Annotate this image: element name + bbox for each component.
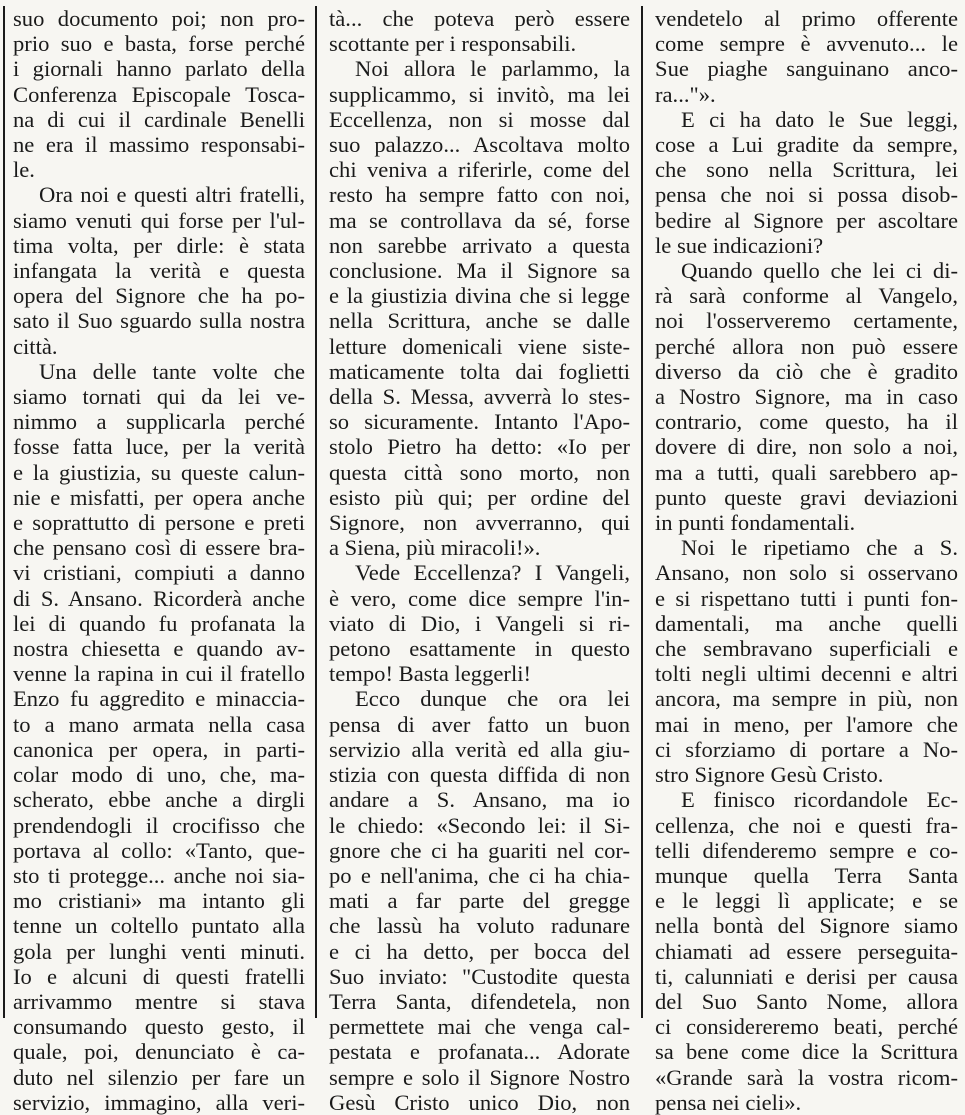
article-column-3 <box>655 6 958 1115</box>
text-line: nella Scrittura, anche se dalle <box>329 308 630 334</box>
text-line: consumando questo gesto, il <box>13 1014 305 1040</box>
text-line: di S. Ansano. Ricorderà anche <box>13 585 305 611</box>
text-line: canonica per opera, in parti- <box>13 736 305 762</box>
text-line: Conferenza Episcopale Tosca- <box>13 81 305 107</box>
text-line: opera del Signore che ha po- <box>13 283 305 309</box>
text-line: ci considereremo beati, perché <box>655 1014 958 1040</box>
text-line: so sicuramente. Intanto l'Apo- <box>329 409 630 435</box>
text-line: gnore che ci ha guariti nel cor- <box>329 837 630 863</box>
text-line: è vero, come dice sempre l'in- <box>329 585 630 611</box>
text-line: Eccellenza, non si mosse dal <box>329 106 630 132</box>
text-line: Suo inviato: "Custodite questa <box>329 963 630 989</box>
text-line: mo cristiani» ma intanto gli <box>13 888 305 914</box>
text-line: Enzo fu aggredito e minaccia- <box>13 686 305 712</box>
text-line: mai in meno, per l'amore che <box>655 711 958 737</box>
text-line: prio suo e basta, forse perché <box>13 31 305 57</box>
text-line: tenne un coltello puntato alla <box>13 913 305 939</box>
text-line: rà sarà conforme al Vangelo, <box>655 283 958 309</box>
column-rule-2 <box>641 6 643 1018</box>
text-line: supplicammo, si invitò, ma lei <box>329 81 630 107</box>
text-line: arrivammo mentre si stava <box>13 988 305 1014</box>
text-line: Noi allora le parlammo, la <box>355 56 630 82</box>
text-line: fosse fatta luce, per la verità <box>13 434 305 460</box>
text-line: Terra Santa, difendetela, non <box>329 988 630 1014</box>
text-line: vendetelo al primo offerente <box>655 6 958 31</box>
text-line: tempo! Basta leggerli! <box>329 661 532 687</box>
text-line: Io e alcuni di questi fratelli <box>13 963 305 989</box>
text-line: cellenza, che noi e questi fra- <box>655 812 958 838</box>
text-line: i giornali hanno parlato della <box>13 56 305 82</box>
text-line: stro Signore Gesù Cristo. <box>655 762 884 788</box>
text-line: e la giustizia divina che si legge <box>329 283 630 309</box>
text-line: pestata e profanata... Adorate <box>329 1039 630 1065</box>
text-line: Noi le ripetiamo che a S. <box>681 535 958 561</box>
column-rule-1 <box>315 6 317 1018</box>
text-line: colar modo di uno, che, ma- <box>13 762 305 788</box>
text-line: diverso da ciò che è gradito <box>655 358 958 384</box>
text-line: del Suo Santo Nome, allora <box>655 988 958 1014</box>
text-line: nie e misfatti, per opera anche <box>13 484 305 510</box>
text-line: infangata la verità e questa <box>13 258 305 284</box>
text-line: ma se controllava da sé, forse <box>329 207 630 233</box>
text-line: suo documento poi; non pro- <box>13 6 305 31</box>
text-line: contrario, come questo, ha il <box>655 409 958 435</box>
text-line: conclusione. Ma il Signore sa <box>329 258 630 284</box>
text-line: e ci ha detto, per bocca del <box>329 938 630 964</box>
text-line: nostra chiesetta e quando av- <box>13 636 305 662</box>
text-line: «Grande sarà la vostra ricom- <box>655 1064 958 1090</box>
text-line: a Siena, più miracoli!». <box>329 535 541 561</box>
text-line: perché allora non può essere <box>655 333 958 359</box>
text-line: le. <box>13 157 35 183</box>
text-line: chi veniva a riferirle, come del <box>329 157 630 183</box>
text-line: resto ha sempre fatto con noi, <box>329 182 630 208</box>
text-line: ti, calunniati e derisi per causa <box>655 963 958 989</box>
text-line: gola per lunghi venti minuti. <box>13 938 305 964</box>
text-line: duto nel silenzio per fare un <box>13 1064 305 1090</box>
text-line: suo palazzo... Ascoltava molto <box>329 132 630 158</box>
text-line: letture domenicali viene siste- <box>329 333 630 359</box>
text-line: portava al collo: «Tanto, que- <box>13 837 305 863</box>
text-line: quale, poi, denunciato è ca- <box>13 1039 305 1065</box>
text-line: stolo Pietro ha detto: «Io per <box>329 434 630 460</box>
text-line: permettete mai che venga cal- <box>329 1014 630 1040</box>
text-line: viato di Dio, i Vangeli si ri- <box>329 610 630 636</box>
text-line: munque quella Terra Santa <box>655 862 958 888</box>
text-line: prendendogli il crocifisso che <box>13 812 305 838</box>
text-line: andare a S. Ansano, ma io <box>329 787 630 813</box>
text-line: esisto più qui; per ordine del <box>329 484 630 510</box>
text-line: tolti negli ultimi decenni e altri <box>655 661 958 687</box>
text-line: petono esattamente in questo <box>329 636 630 662</box>
text-line: bedire al Signore per ascoltare <box>655 207 958 233</box>
text-line: e soprattutto di persone e preti <box>13 510 305 536</box>
text-line: a Nostro Signore, ma in caso <box>655 384 958 410</box>
text-line: noi l'osserveremo certamente, <box>655 308 958 334</box>
text-line: punto queste gravi deviazioni <box>655 484 958 510</box>
text-line: po e nell'anima, che ci ha chia- <box>329 862 630 888</box>
text-line: che sembravano superficiali e <box>655 636 958 662</box>
text-line: tima volta, per dirle: è stata <box>13 232 305 258</box>
text-line: in punti fondamentali. <box>655 510 856 536</box>
text-line: scherato, ebbe anche a dirgli <box>13 787 305 813</box>
text-line: na di cui il cardinale Benelli <box>13 106 305 132</box>
text-line: pensa che noi si possa disob- <box>655 182 958 208</box>
text-line: lei di quando fu profanata la <box>13 610 305 636</box>
text-line: sempre e solo il Signore Nostro <box>329 1064 630 1090</box>
text-line: Ora noi e questi altri fratelli, <box>39 182 305 208</box>
article-column-1 <box>13 6 305 1115</box>
text-line: ci sforziamo di portare a No- <box>655 736 958 762</box>
text-line: nella bontà del Signore siamo <box>655 913 958 939</box>
text-line: telli difenderemo sempre e co- <box>655 837 958 863</box>
text-line: che pensano così di essere bra- <box>13 535 305 561</box>
text-line: E ci ha dato le Sue leggi, <box>681 106 958 132</box>
text-line: maticamente tolta dai foglietti <box>329 358 630 384</box>
text-line: dovere di dire, non solo a noi, <box>655 434 958 460</box>
text-line: Gesù Cristo unico Dio, non <box>329 1089 630 1115</box>
text-line: sto ti protegge... anche noi sia- <box>13 862 305 888</box>
text-line: scottante per i responsabili. <box>329 31 577 57</box>
text-line: ancora, ma sempre in più, non <box>655 686 958 712</box>
text-line: chiamati ad essere perseguita- <box>655 938 958 964</box>
text-line: siamo venuti qui forse per l'ul- <box>13 207 305 233</box>
text-line: vi cristiani, compiuti a danno <box>13 560 305 586</box>
text-line: le chiedo: «Secondo lei: il Si- <box>329 812 630 838</box>
text-line: siamo tornati qui da lei ve- <box>13 384 305 410</box>
text-line: Quando quello che lei ci di- <box>681 258 958 284</box>
text-line: Ansano, non solo si osservano <box>655 560 958 586</box>
text-line: Vede Eccellenza? I Vangeli, <box>355 560 630 586</box>
text-line: città. <box>13 333 58 359</box>
article-column-2 <box>329 6 630 1115</box>
text-line: le sue indicazioni? <box>655 232 824 258</box>
text-line: venne la rapina in cui il fratello <box>13 661 305 687</box>
text-line: come sempre è avvenuto... le <box>655 31 958 57</box>
text-line: ma a tutti, quali sarebbero ap- <box>655 459 958 485</box>
text-line: cose a Lui gradite da sempre, <box>655 132 958 158</box>
text-line: non sarebbe arrivato a questa <box>329 232 630 258</box>
text-line: E finisco ricordandole Ec- <box>681 787 958 813</box>
text-line: servizio alla verità ed alla giu- <box>329 736 630 762</box>
text-line: che sono nella Scrittura, lei <box>655 157 958 183</box>
text-line: pensa di aver fatto un buon <box>329 711 630 737</box>
text-line: della S. Messa, avverrà lo stes- <box>329 384 630 410</box>
text-line: Ecco dunque che ora lei <box>355 686 630 712</box>
text-line: damentali, ma anche quelli <box>655 610 958 636</box>
text-line: nimmo a supplicarla perché <box>13 409 305 435</box>
text-line: che lassù ha voluto radunare <box>329 913 630 939</box>
text-line: e la giustizia, su queste calun- <box>13 459 305 485</box>
text-line: sato il Suo sguardo sulla nostra <box>13 308 305 334</box>
text-line: Signore, non avverranno, qui <box>329 510 630 536</box>
text-line: servizio, immagino, alla veri- <box>13 1089 305 1115</box>
text-line: questa città sono morto, non <box>329 459 630 485</box>
text-line: e le leggi lì applicate; e se <box>655 888 958 914</box>
text-line: mati a far parte del gregge <box>329 888 630 914</box>
text-line: sa bene come dice la Scrittura <box>655 1039 958 1065</box>
text-line: tà... che poteva però essere <box>329 6 630 31</box>
text-line: ne era il massimo responsabi- <box>13 132 305 158</box>
text-line: e si rispettano tutti i punti fon- <box>655 585 958 611</box>
text-line: ra..."». <box>655 81 716 107</box>
column-rule-left <box>3 6 5 1018</box>
text-line: stizia con questa diffida di non <box>329 762 630 788</box>
text-line: Una delle tante volte che <box>39 358 305 384</box>
text-line: Sue piaghe sanguinano anco- <box>655 56 958 82</box>
text-line: to a mano armata nella casa <box>13 711 305 737</box>
text-line: pensa nei cieli». <box>655 1089 802 1115</box>
